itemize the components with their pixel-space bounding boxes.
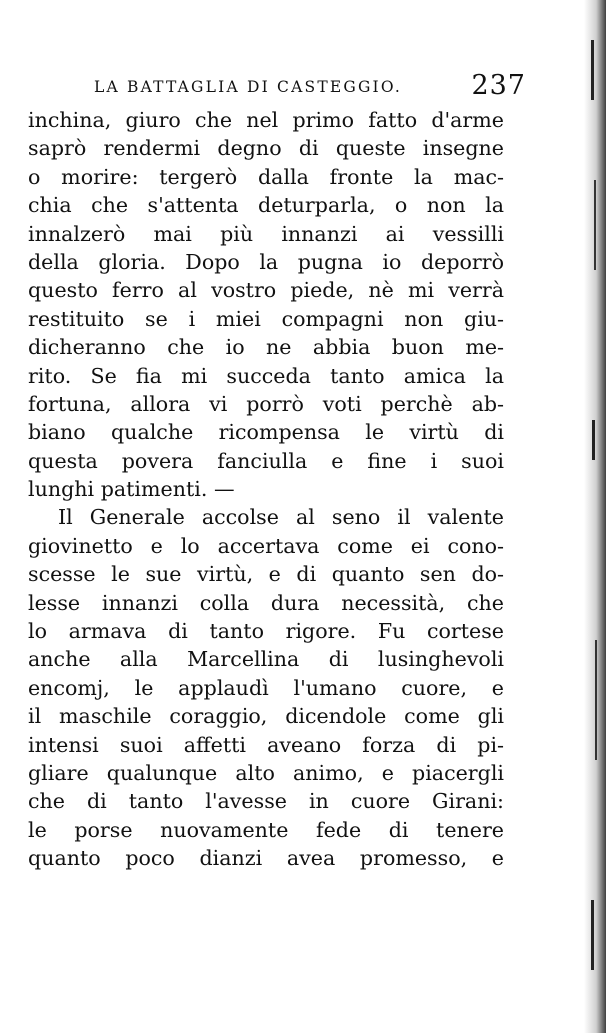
text-line: questa povera fanciulla e fine i suoi: [28, 448, 504, 473]
page-number: 237: [471, 70, 526, 101]
text-line: il maschile coraggio, dicendole come gli: [28, 704, 504, 729]
text-line: lunghi patimenti. —: [28, 477, 235, 502]
text-line: biano qualche ricompensa le virtù di: [28, 420, 504, 445]
text-line: o morire: tergerò dalla fronte la mac-: [28, 164, 504, 189]
text-line: Il Generale accolse al seno il valente: [58, 505, 504, 530]
running-header: [36, 68, 526, 108]
text-line: inchina, giuro che nel primo fatto d'arme: [28, 108, 504, 132]
text-line: innalzerò mai più innanzi ai vessilli: [28, 221, 504, 246]
text-line: dicheranno che io ne abbia buon me-: [28, 335, 504, 360]
text-line: encomj, le applaudì l'umano cuore, e: [28, 675, 504, 700]
page-edge-marks: [588, 0, 602, 1033]
text-line: lo armava di tanto rigore. Fu cortese: [28, 619, 504, 644]
text-line: saprò rendermi degno di queste insegne: [28, 136, 504, 161]
text-line: restituito se i miei compagni non giu-: [28, 306, 504, 331]
running-title: LA BATTAGLIA DI CASTEGGIO.: [94, 78, 402, 96]
text-line: questo ferro al vostro piede, nè mi verrà: [28, 278, 504, 303]
text-line: intensi suoi affetti aveano forza di pi-: [28, 732, 504, 757]
text-line: chia che s'attenta deturparla, o non la: [28, 193, 504, 218]
text-line: rito. Se fia mi succeda tanto amica la: [28, 363, 504, 388]
body-text: [28, 106, 504, 873]
text-line: scesse le sue virtù, e di quanto sen do-: [28, 562, 504, 587]
text-line: lesse innanzi colla dura necessità, che: [28, 590, 504, 615]
text-line: giovinetto e lo accertava come ei cono-: [28, 533, 504, 558]
text-line: anche alla Marcellina di lusinghevoli: [28, 647, 504, 672]
text-line: della gloria. Dopo la pugna io deporrò: [28, 249, 504, 274]
text-line: gliare qualunque alto animo, e piacergli: [28, 760, 504, 785]
text-line: quanto poco dianzi avea promesso, e: [28, 846, 504, 871]
text-line: le porse nuovamente fede di tenere: [28, 817, 504, 842]
text-line: che di tanto l'avesse in cuore Girani:: [28, 789, 504, 814]
text-line: fortuna, allora vi porrò voti perchè ab-: [28, 391, 504, 416]
